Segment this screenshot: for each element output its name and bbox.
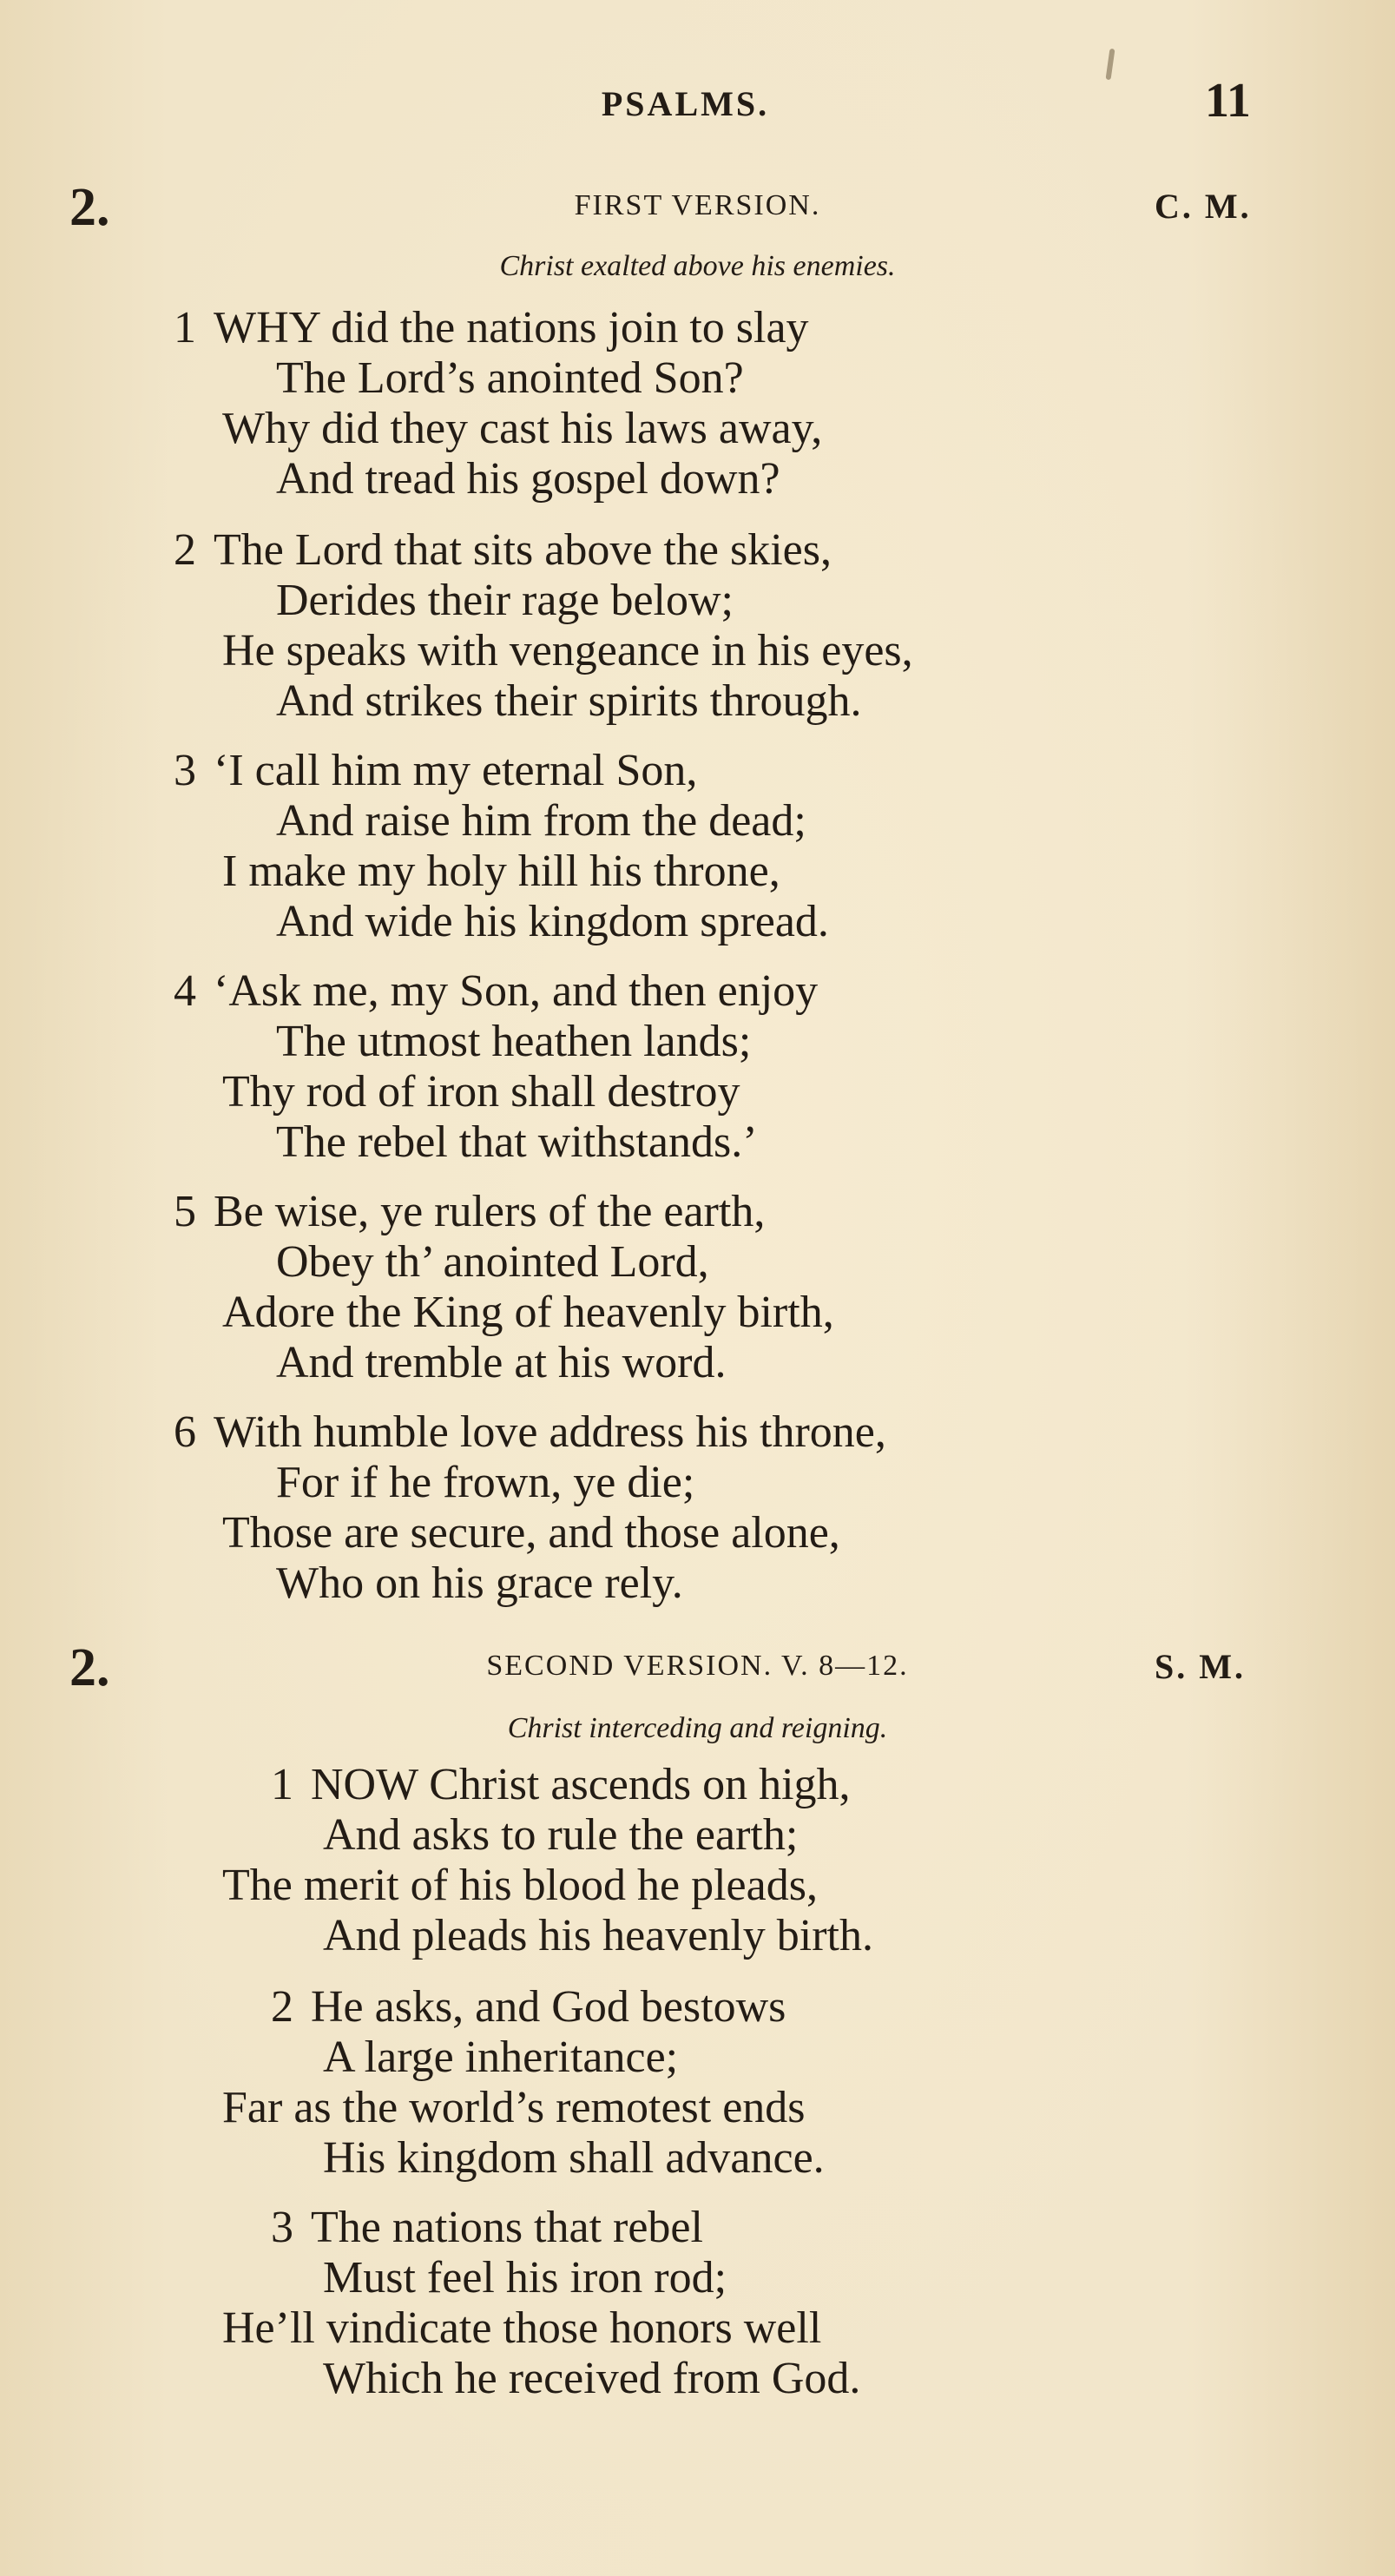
stanza-line: And tremble at his word. <box>276 1338 727 1387</box>
hymn-subtitle: Christ exalted above his enemies. <box>499 250 896 282</box>
page-number: 11 <box>1205 74 1251 128</box>
header-title: PSALMS. <box>601 84 770 123</box>
stanza-line: For if he frown, ye die; <box>276 1458 695 1507</box>
stanza-line: Which he received from God. <box>323 2354 861 2403</box>
stanza-line: 6 With humble love address his throne, <box>174 1407 886 1457</box>
stanza-line: 2 He asks, and God bestows <box>271 1982 786 2032</box>
verse-number: 2 <box>271 1982 293 2032</box>
stanza-line: And tread his gospel down? <box>276 454 780 504</box>
version-title: FIRST VERSION. <box>574 189 821 221</box>
stanza-line: And asks to rule the earth; <box>323 1810 799 1860</box>
stanza-line: 5 Be wise, ye rulers of the earth, <box>174 1187 766 1236</box>
stanza-line: Far as the world’s remotest ends <box>222 2083 806 2132</box>
meter-label: S. M. <box>1155 1647 1246 1686</box>
stanza-line: And wide his kingdom spread. <box>276 897 829 946</box>
stanza-line: Thy rod of iron shall destroy <box>222 1067 740 1117</box>
stanza-line: Those are secure, and those alone, <box>222 1508 840 1558</box>
stanza-line: Adore the King of heavenly birth, <box>222 1288 834 1337</box>
stanza-line: He’ll vindicate those honors well <box>222 2303 822 2353</box>
version-title: SECOND VERSION. V. 8—12. <box>486 1650 909 1682</box>
stanza-line: 3 ‘I call him my eternal Son, <box>174 746 698 795</box>
verse-number: 2 <box>174 525 196 575</box>
stanza-line: 1 WHY did the nations join to slay <box>174 303 809 352</box>
verse-number: 3 <box>271 2203 293 2252</box>
hymn-subtitle: Christ interceding and reigning. <box>507 1712 888 1744</box>
ink-mark <box>1106 49 1115 80</box>
stanza-line: 4 ‘Ask me, my Son, and then enjoy <box>174 966 819 1016</box>
stanza-line: Derides their rage below; <box>276 576 734 625</box>
stanza-line: 2 The Lord that sits above the skies, <box>174 525 832 575</box>
psalm-number: 2. <box>69 1638 110 1697</box>
stanza-line: Why did they cast his laws away, <box>222 404 823 453</box>
stanza-line: 1 NOW Christ ascends on high, <box>271 1760 851 1809</box>
stanza-line: And pleads his heavenly birth. <box>323 1911 873 1960</box>
stanza-line: Must feel his iron rod; <box>323 2253 727 2303</box>
stanza-line: The rebel that withstands.’ <box>276 1117 758 1167</box>
running-header <box>0 83 1395 124</box>
stanza-line: I make my holy hill his throne, <box>222 847 780 896</box>
verse-number: 3 <box>174 746 196 795</box>
stanza-line: He speaks with vengeance in his eyes, <box>222 626 913 675</box>
verse-number: 1 <box>174 303 196 352</box>
stanza-line: And raise him from the dead; <box>276 796 806 846</box>
stanza-line: His kingdom shall advance. <box>323 2133 825 2183</box>
stanza-line: The utmost heathen lands; <box>276 1017 752 1066</box>
psalm-number: 2. <box>69 178 110 237</box>
verse-number: 4 <box>174 966 196 1016</box>
verse-number: 1 <box>271 1760 293 1809</box>
meter-label: C. M. <box>1155 187 1252 226</box>
stanza-line: Who on his grace rely. <box>276 1558 683 1608</box>
verse-number: 5 <box>174 1187 196 1236</box>
stanza-line: 3 The nations that rebel <box>271 2203 703 2252</box>
verse-number: 6 <box>174 1407 196 1457</box>
stanza-line: A large inheritance; <box>323 2032 679 2082</box>
stanza-line: Obey th’ anointed Lord, <box>276 1237 709 1287</box>
stanza-line: The merit of his blood he pleads, <box>222 1861 818 1910</box>
stanza-line: And strikes their spirits through. <box>276 676 862 726</box>
stanza-line: The Lord’s anointed Son? <box>276 353 744 403</box>
